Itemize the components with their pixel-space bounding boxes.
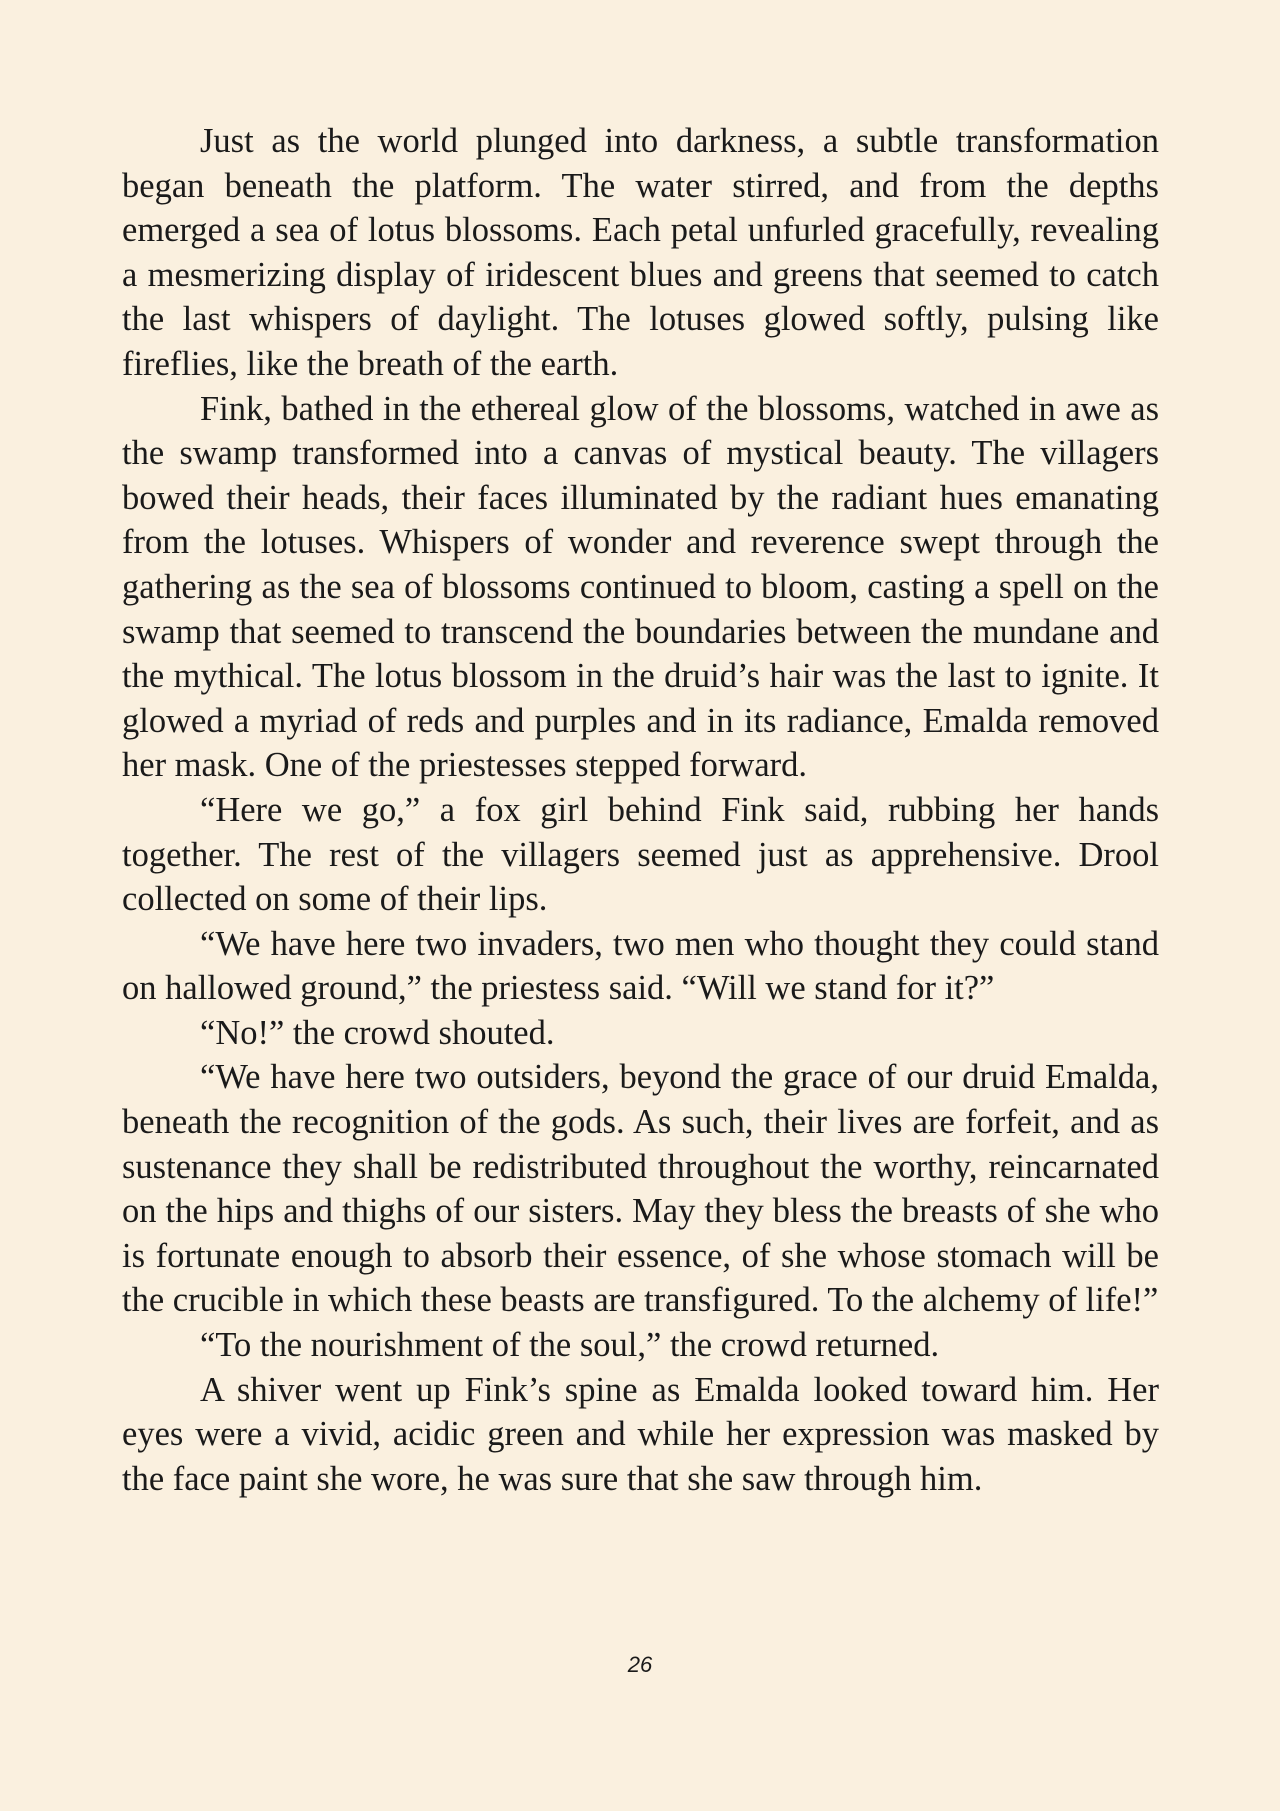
paragraph: Fink, bathed in the ethereal glow of the blossoms, watched in awe as the swamp transformed into a canvas of mystical beauty. The villagers bowed their heads, their faces illuminated by the radiant hues emanating from the lotuses. Whispers of wonder and reverence swept through the gathering as the sea of blossoms continued to bloom, casting a spell on the swamp that seemed to transcend the boundaries between the mundane and the mythical. The lotus blossom in the druid’s hair was the last to ignite. It glowed a myriad of reds and purples and in its radiance, Emalda removed her mask. One of the priestesses stepped forward. — [122, 389, 1159, 785]
paragraph: A shiver went up Fink’s spine as Emalda looked toward him. Her eyes were a vivid, acidic green and while her expression was masked by the face paint she wore, he was sure that she saw through him. — [122, 1370, 1159, 1498]
paragraph: “We have here two invaders, two men who thought they could stand on hallowed ground,” the priestess said. “Will we stand for it?” — [122, 924, 1159, 1008]
paragraph: “No!” the crowd shouted. — [200, 1013, 555, 1052]
page-number: 26 — [627, 1652, 653, 1677]
paragraph: Just as the world plunged into darkness, a subtle transformation began beneath the platform. The water stirred, and from the depths emerged a sea of lotus blossoms. Each petal unfurled gracefully, revealing a mesmerizing display of iridescent blues and greens that seemed to catch the last whispers of daylight. The lotuses glowed softly, pulsing like fireflies, like the breath of the earth. — [122, 122, 1159, 383]
paragraph: “Here we go,” a fox girl behind Fink said, rubbing her hands together. The rest of the villagers seemed just as apprehensive. Drool collected on some of their lips. — [122, 790, 1159, 919]
body-text — [122, 119, 1159, 1501]
paragraph: “We have here two outsiders, beyond the grace of our druid Emalda, beneath the recognition of the gods. As such, their lives are forfeit, and as sustenance they shall be redistributed throughout the worthy, reincarnated on the hips and thighs of our sisters. May they bless the breasts of she who is fortunate enough to absorb their essence, of she whose stomach will be the crucible in which these beasts are transfigured. To the alchemy of life!” — [122, 1058, 1159, 1320]
paragraph: “To the nourishment of the soul,” the crowd returned. — [200, 1326, 940, 1365]
